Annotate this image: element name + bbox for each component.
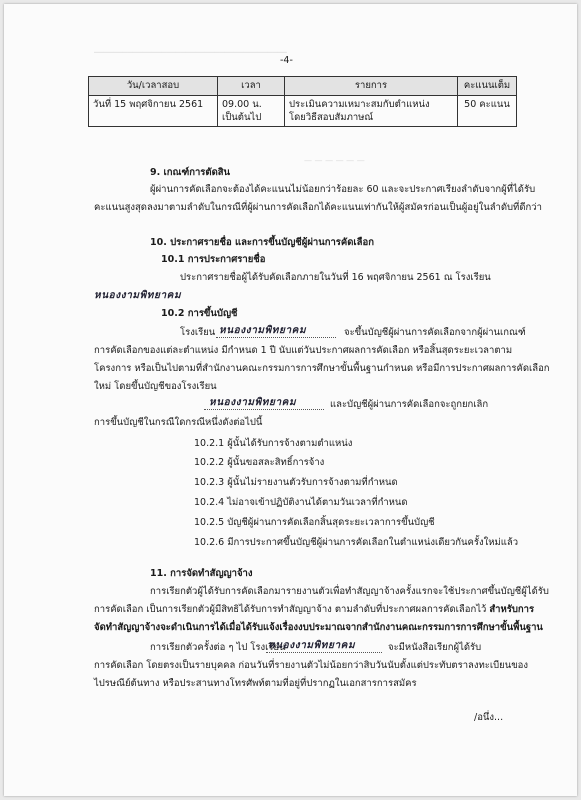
section-10-2-line1-suffix: จะขึ้นบัญชีผู้ผ่านการคัดเลือกจากผู้ผ่านเกณฑ์ xyxy=(344,327,526,338)
section-10-2-heading: 10.2 การขึ้นบัญชี xyxy=(161,308,238,319)
list-item-10-2-6: 10.2.6 มีการประกาศขึ้นบัญชีผู้ผ่านการคัดเลือกในตำแหน่งเดียวกันครั้งใหม่แล้ว xyxy=(194,537,519,548)
section-11-line-3: จัดทำสัญญาจ้างจะดำเนินการได้เมื่อได้รับแจ้งเรื่องงบประมาณจากสำนักงานคณะกรรมการการศึกษาขั้นพื้นฐาน xyxy=(94,622,543,633)
section-11-heading: 11. การจัดทำสัญญาจ้าง xyxy=(150,568,253,579)
section-11-line-5: การคัดเลือก โดยตรงเป็นรายบุคคล ก่อนวันที่รายงานตัวไม่น้อยกว่าสิบวันนับตั้งแต่ประทับตราลงทะเบียนของ xyxy=(94,660,529,671)
header-time: เวลา xyxy=(218,77,285,96)
header-date: วัน/เวลาสอบ xyxy=(89,77,218,96)
list-item-10-2-4: 10.2.4 ไม่อาจเข้าปฏิบัติงานได้ตามวันเวลาที่กำหนด xyxy=(194,497,408,508)
section-10-2-line-6: การขึ้นบัญชีในกรณีใดกรณีหนึ่งดังต่อไปนี้ xyxy=(94,417,263,428)
cell-item: ประเมินความเหมาะสมกับตำแหน่ง โดยวิธีสอบสัมภาษณ์ xyxy=(285,96,458,127)
section-11-line-1: การเรียกตัวผู้ได้รับการคัดเลือกมารายงานตัวเพื่อทำสัญญาจ้างครั้งแรกจะใช้ประกาศขึ้นบัญชีผู้ได้รับ xyxy=(150,586,549,597)
bleed-through-text: — — — — — — xyxy=(304,156,365,165)
table-header-row xyxy=(89,77,517,96)
page-number: -4- xyxy=(280,55,293,66)
section-10-1-heading: 10.1 การประกาศรายชื่อ xyxy=(161,254,266,265)
section-11-line4-prefix: การเรียกตัวครั้งต่อ ๆ ไป โรงเรียน xyxy=(150,642,286,653)
header-item: รายการ xyxy=(285,77,458,96)
section-11-line-6: ไปรษณีย์ต้นทาง หรือประสานทางโทรศัพท์ตามที่อยู่ที่ปรากฏในเอกสารการสมัคร xyxy=(94,678,417,689)
document-page xyxy=(4,4,577,796)
section-11-line-2: การคัดเลือก เป็นการเรียกตัวผู้มีสิทธิได้รับการทำสัญญาจ้าง ตามลำดับที่ประกาศผลการคัดเลือกไว้ สำหรับการ xyxy=(94,604,535,615)
school-name-handwritten: หนองงามพิทยาคม xyxy=(94,290,182,301)
list-item-10-2-3: 10.2.3 ผู้นั้นไม่รายงานตัวรับการจ้างตามที่กำหนด xyxy=(194,477,398,488)
section-11-line4-suffix: จะมีหนังสือเรียกผู้ได้รับ xyxy=(388,642,482,653)
section-9-heading: 9. เกณฑ์การตัดสิน xyxy=(150,167,231,178)
section-10-2-line-4: ใหม่ โดยขึ้นบัญชีของโรงเรียน xyxy=(94,381,217,392)
section-10-2-line5-suffix: และบัญชีผู้ผ่านการคัดเลือกจะถูกยกเลิก xyxy=(330,399,489,410)
fill-in-dotted-line xyxy=(216,337,336,338)
school-name-handwritten: หนองงามพิทยาคม xyxy=(268,640,356,651)
fill-in-dotted-line xyxy=(204,409,324,410)
list-item-10-2-5: 10.2.5 บัญชีผู้ผ่านการคัดเลือกสิ้นสุดระยะเวลาการขึ้นบัญชี xyxy=(194,517,435,528)
section-9-paragraph-line-2: คะแนนสูงสุดลงมาตามลำดับในกรณีที่ผู้ผ่านการคัดเลือกได้คะแนนเท่ากันให้ผู้สมัครก่อนเป็นผู้อยู่ในลำดับที่ดีกว่า xyxy=(94,202,542,213)
section-10-heading: 10. ประกาศรายชื่อ และการขึ้นบัญชีผู้ผ่านการคัดเลือก xyxy=(150,237,374,248)
table-row xyxy=(89,96,517,127)
section-10-2-line-3: โครงการ หรือเป็นไปตามที่สำนักงานคณะกรรมการการศึกษาขั้นพื้นฐานกำหนด หรือมีการประกาศผลการคัดเลือก xyxy=(94,363,550,374)
cell-time: 09.00 น. เป็นต้นไป xyxy=(218,96,285,127)
list-item-10-2-1: 10.2.1 ผู้นั้นได้รับการจ้างตามตำแหน่ง xyxy=(194,438,353,449)
fill-in-dotted-line xyxy=(266,652,382,653)
cell-date: วันที่ 15 พฤศจิกายน 2561 xyxy=(89,96,218,127)
section-10-1-text: ประกาศรายชื่อผู้ได้รับคัดเลือกภายในวันที่ 16 พฤศจิกายน 2561 ณ โรงเรียน xyxy=(180,272,491,283)
list-item-10-2-2: 10.2.2 ผู้นั้นขอสละสิทธิ์การจ้าง xyxy=(194,457,325,468)
section-10-2-line-2: การคัดเลือกของแต่ละตำแหน่ง มีกำหนด 1 ปี นับแต่วันประกาศผลการคัดเลือก หรือสิ้นสุดระยะเวลาตาม xyxy=(94,345,513,356)
school-name-handwritten: หนองงามพิทยาคม xyxy=(209,397,297,408)
section-9-paragraph-line-1: ผู้ผ่านการคัดเลือกจะต้องได้คะแนนไม่น้อยกว่าร้อยละ 60 และจะประกาศเรียงลำดับจากผู้ที่ได้รับ xyxy=(150,184,536,195)
header-score: คะแนนเต็ม xyxy=(458,77,517,96)
exam-schedule-table xyxy=(88,76,517,127)
cell-score: 50 คะแนน xyxy=(458,96,517,127)
section-10-2-prefix: โรงเรียน xyxy=(180,327,216,338)
school-name-handwritten: หนองงามพิทยาคม xyxy=(219,325,307,336)
continued-marker: /อนึ่ง... xyxy=(474,712,504,723)
bleed-through-text: ──────────────────────────────────────── xyxy=(94,48,287,57)
